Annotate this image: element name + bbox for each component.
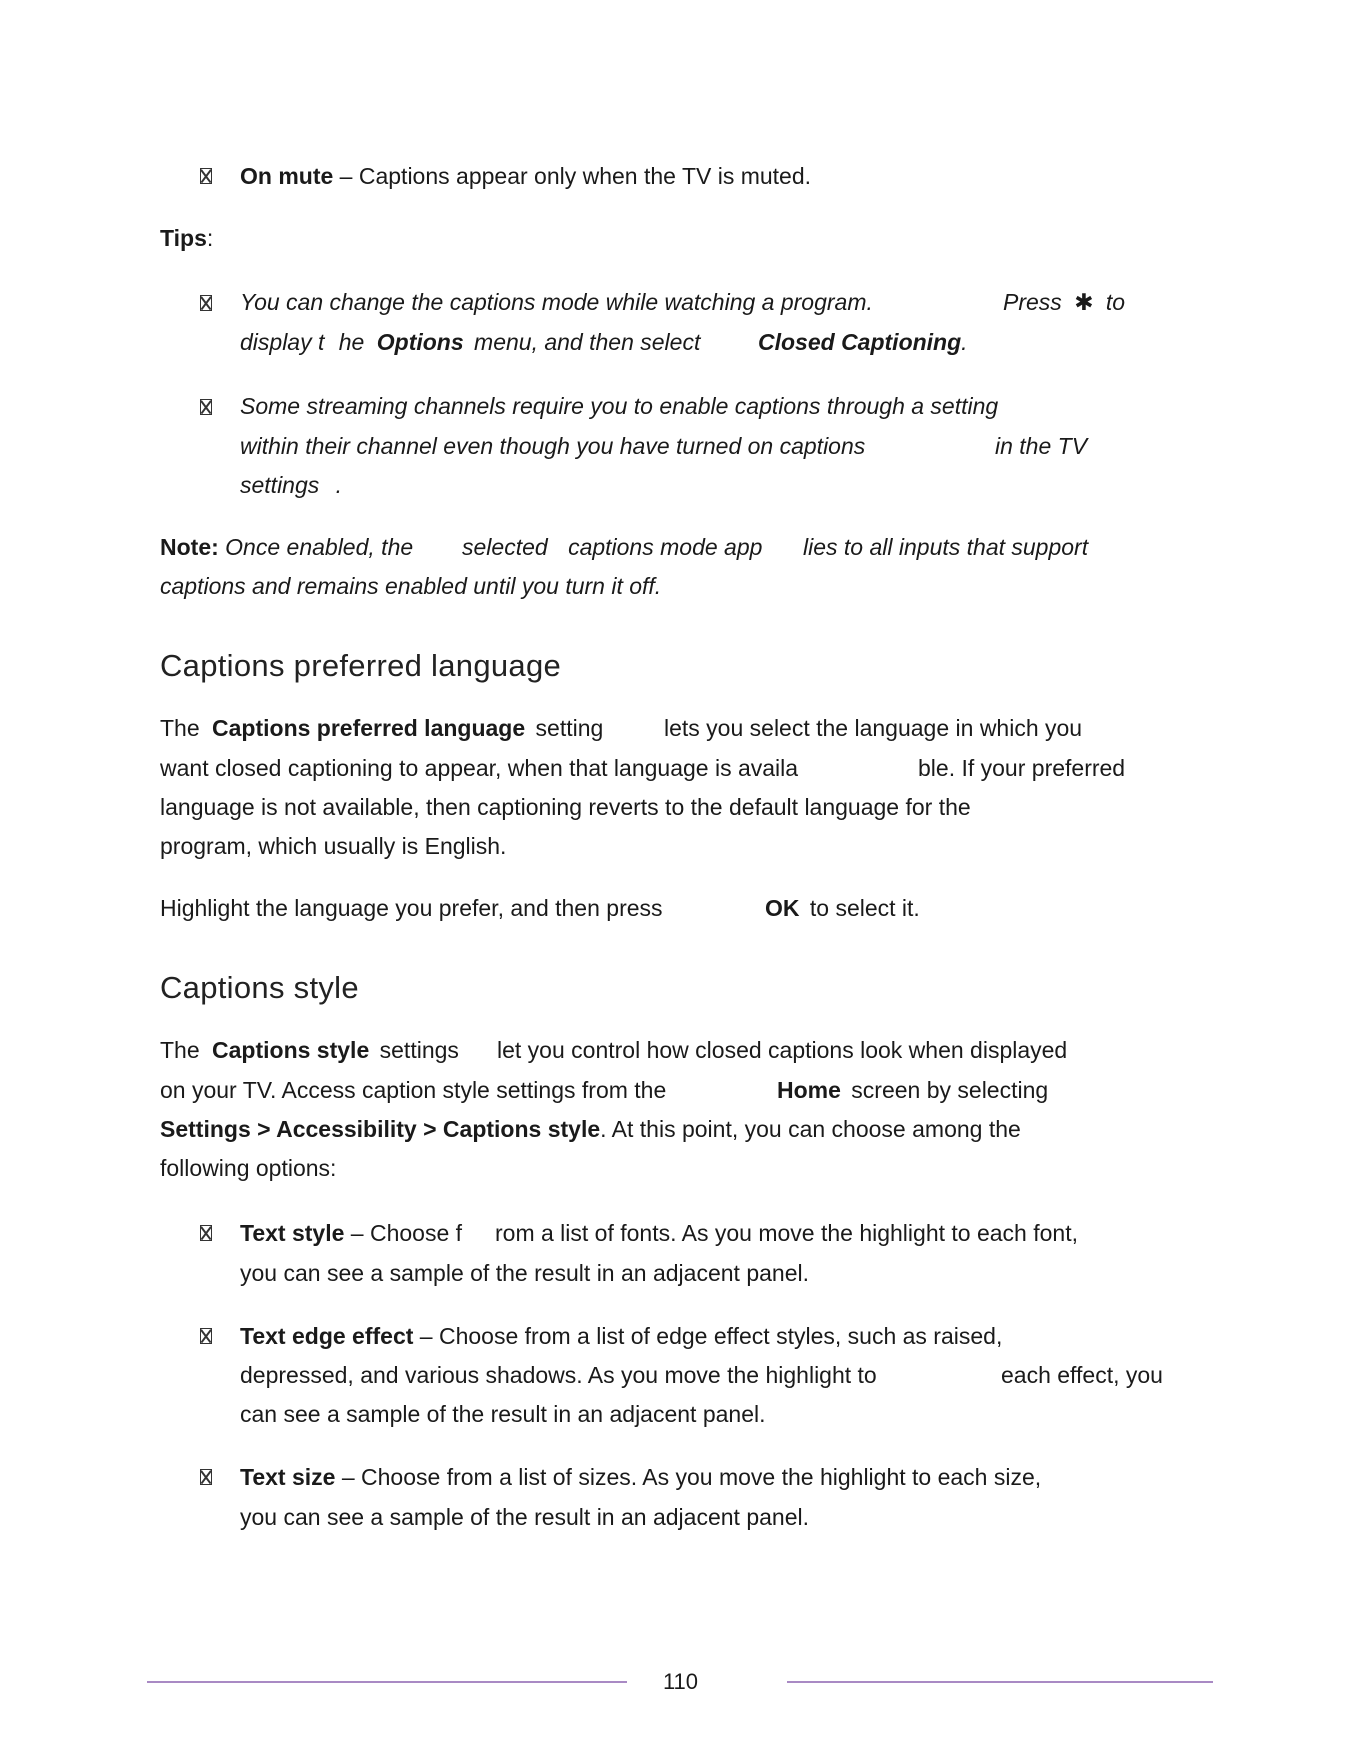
missing-glyph-bullet-icon	[200, 1225, 212, 1241]
item-text-style-line1	[240, 1218, 462, 1248]
tip1-to: to	[1105, 289, 1126, 315]
closed-captioning-term: Closed Captioning	[758, 329, 962, 355]
tip2-line1	[240, 391, 998, 421]
style-line3	[160, 1114, 1021, 1144]
lang-p1-line4	[160, 831, 506, 861]
tips-label	[160, 223, 213, 253]
missing-glyph-bullet-icon	[200, 399, 212, 415]
text-size-choose: Choose from a list of sizes. As you move the highlight to each size,	[361, 1464, 1042, 1490]
lang-p2	[160, 893, 663, 923]
note-captions-mode: captions mode app	[568, 534, 763, 560]
style-line4	[160, 1153, 336, 1183]
tip2-text1: Some streaming channels require you to enable captions through a setting	[240, 393, 999, 419]
item-text-size-line1	[240, 1462, 1041, 1492]
bullet-on-mute	[240, 161, 811, 191]
item-dash: –	[344, 1220, 370, 1246]
item-text-style-line1-end	[495, 1218, 1078, 1248]
bullet-term: On mute	[240, 163, 334, 189]
style-line2-end	[777, 1075, 1048, 1105]
lang-setting: setting	[535, 715, 604, 741]
item-text-size-line2	[240, 1502, 809, 1532]
style-following-options: following options:	[160, 1155, 337, 1181]
item-text-edge-line2-end	[1001, 1360, 1163, 1390]
text-edge-choose: Choose from a list of edge effect styles, such as raised,	[438, 1323, 1003, 1349]
footer-rule-right	[787, 1681, 1213, 1683]
note-line2	[160, 571, 661, 601]
tip2-period: .	[335, 472, 343, 498]
lang-program: program, which usually is English.	[160, 833, 507, 859]
lang-lets-you: lets you select the language in which you	[664, 715, 1083, 741]
heading-captions-preferred-language: Captions preferred language	[160, 648, 562, 683]
lang-highlight: Highlight the language you prefer, and then press	[160, 895, 663, 921]
lang-p1-line2-end	[918, 753, 1125, 783]
home-screen-term: Home	[777, 1077, 841, 1103]
tip1-line2-end	[758, 327, 968, 357]
missing-glyph-bullet-icon	[200, 1469, 212, 1485]
lang-the: The	[160, 715, 200, 741]
text-style-rest: rom a list of fonts. As you move the highlight to each font,	[495, 1220, 1078, 1246]
style-at-this-point: . At this point, you can choose among the	[600, 1116, 1021, 1142]
text-size-sample: you can see a sample of the result in an adjacent panel.	[240, 1504, 809, 1530]
note-line1-b	[462, 532, 762, 562]
missing-glyph-bullet-icon	[200, 295, 212, 311]
captions-style-term: Captions style	[212, 1037, 370, 1063]
lang-want: want closed captioning to appear, when that language is availa	[160, 755, 799, 781]
lang-not-available: language is not available, then captioning reverts to the default language for the	[160, 794, 971, 820]
tip2-line3	[240, 470, 342, 500]
text-style-term: Text style	[240, 1220, 345, 1246]
tip2-settings: settings	[240, 472, 320, 498]
note-line1	[160, 532, 413, 562]
tip1-he: he	[338, 329, 365, 355]
style-screen-selecting: screen by selecting	[851, 1077, 1049, 1103]
note-selected: selected	[462, 534, 548, 560]
tip1-press: Press	[1003, 289, 1062, 315]
tip2-line2-end	[995, 431, 1087, 461]
lang-p2-end	[765, 893, 920, 923]
captions-preferred-language-term: Captions preferred language	[212, 715, 526, 741]
text-size-term: Text size	[240, 1464, 336, 1490]
missing-glyph-bullet-icon	[200, 1328, 212, 1344]
text-edge-sample: can see a sample of the result in an adjacent panel.	[240, 1401, 766, 1427]
item-text-style-line2	[240, 1258, 809, 1288]
tip1-display: display t	[240, 329, 325, 355]
heading-captions-style: Captions style	[160, 970, 359, 1005]
page-number: 110	[662, 1669, 699, 1694]
tips-colon: :	[206, 225, 214, 251]
lang-ble: ble. If your preferred	[918, 755, 1126, 781]
item-dash: –	[335, 1464, 362, 1490]
lang-p1-line1-end	[664, 713, 1082, 743]
options-menu-term: Options	[376, 329, 464, 355]
missing-glyph-bullet-icon	[200, 168, 212, 184]
style-let-you: let you control how closed captions look when displayed	[497, 1037, 1068, 1063]
lang-p1-line1	[160, 713, 603, 743]
bullet-dash: –	[333, 163, 359, 189]
tip2-text2: within their channel even though you have turned on captions	[240, 433, 866, 459]
item-text-edge-line3	[240, 1399, 766, 1429]
tip1-period: .	[961, 329, 968, 355]
style-settings: settings	[379, 1037, 459, 1063]
lang-to-select: to select it.	[809, 895, 920, 921]
tip1-line1	[240, 287, 873, 317]
bullet-desc: Captions appear only when the TV is muted.	[358, 163, 812, 189]
text-style-choose: Choose f	[369, 1220, 463, 1246]
style-line2	[160, 1075, 666, 1105]
item-text-edge-line1	[240, 1321, 1002, 1351]
tip1-line1-end	[1003, 287, 1125, 317]
note-text-2: captions and remains enabled until you turn it off.	[160, 573, 662, 599]
tip1-menu-select: menu, and then select	[474, 329, 701, 355]
settings-path-term: Settings > Accessibility > Captions style	[160, 1116, 601, 1142]
tip2-text2-end: in the TV	[995, 433, 1088, 459]
text-edge-depressed: depressed, and various shadows. As you move the highlight to	[240, 1362, 877, 1388]
note-line1-c	[803, 532, 1088, 562]
note-text-a: Once enabled, the	[225, 534, 414, 560]
text-style-sample: you can see a sample of the result in an adjacent panel.	[240, 1260, 809, 1286]
tips-label-text: Tips	[160, 225, 207, 251]
item-dash: –	[413, 1323, 439, 1349]
ok-button-term: OK	[765, 895, 800, 921]
style-on-your-tv: on your TV. Access caption style settings from the	[160, 1077, 667, 1103]
lang-p1-line3	[160, 792, 971, 822]
text-edge-each-effect: each effect, you	[1001, 1362, 1163, 1388]
note-label: Note:	[160, 534, 219, 560]
text-edge-effect-term: Text edge effect	[240, 1323, 414, 1349]
tip1-text: You can change the captions mode while watching a program.	[240, 289, 873, 315]
tip1-line2	[240, 327, 700, 357]
item-text-edge-line2	[240, 1360, 877, 1390]
style-line1-end	[497, 1035, 1067, 1065]
lang-p1-line2	[160, 753, 798, 783]
style-the: The	[160, 1037, 200, 1063]
style-line1	[160, 1035, 459, 1065]
star-icon: ✱	[1074, 289, 1094, 315]
note-text-d: lies to all inputs that support	[803, 534, 1089, 560]
tip2-line2	[240, 431, 865, 461]
